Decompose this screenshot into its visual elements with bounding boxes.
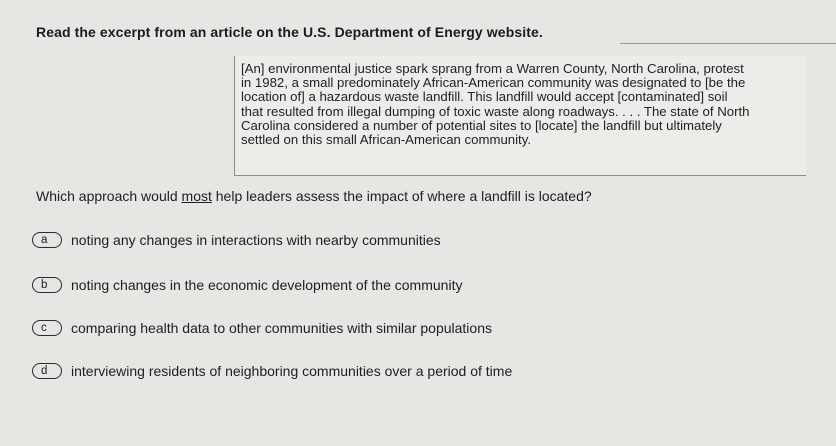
excerpt-line: that resulted from illegal dumping of toxic waste along roadways. . . . The state of North xyxy=(241,103,750,119)
option-d-text: interviewing residents of neighboring communities over a period of time xyxy=(71,363,513,379)
question-prompt: Read the excerpt from an article on the U.S. Department of Energy website. xyxy=(36,24,543,40)
option-d-bubble[interactable]: d xyxy=(32,363,62,379)
question-stem-end: help leaders assess the impact of where a landfill is located? xyxy=(211,188,592,204)
option-b-text: noting changes in the economic development of the community xyxy=(71,277,463,293)
option-c[interactable] xyxy=(32,320,492,336)
question-emphasis: most xyxy=(181,188,212,204)
option-a[interactable] xyxy=(32,232,441,248)
header-rule xyxy=(620,43,836,44)
option-b[interactable] xyxy=(32,277,462,293)
excerpt-line: [An] environmental justice spark sprang from a Warren County, North Carolina, protest xyxy=(241,61,744,76)
option-c-bubble[interactable]: c xyxy=(32,320,62,336)
option-c-text: comparing health data to other communities with similar populations xyxy=(71,320,492,336)
option-d[interactable] xyxy=(32,363,512,379)
excerpt-line: Carolina considered a number of potential sites to [locate] the landfill but ultimately xyxy=(241,117,722,133)
excerpt-line: settled on this small African-American community. xyxy=(241,132,531,148)
option-a-text: noting any changes in interactions with nearby communities xyxy=(71,232,441,248)
excerpt-line: in 1982, a small predominately African-American community was designated to [be the xyxy=(241,75,746,91)
excerpt-box xyxy=(234,56,806,176)
question-stem-start: Which approach would xyxy=(36,188,182,204)
excerpt-line: location of] a hazardous waste landfill. This landfill would accept [contaminated] soil xyxy=(241,89,728,105)
option-a-bubble[interactable]: a xyxy=(32,232,62,248)
question-stem xyxy=(36,188,592,204)
option-b-bubble[interactable]: b xyxy=(32,277,62,293)
